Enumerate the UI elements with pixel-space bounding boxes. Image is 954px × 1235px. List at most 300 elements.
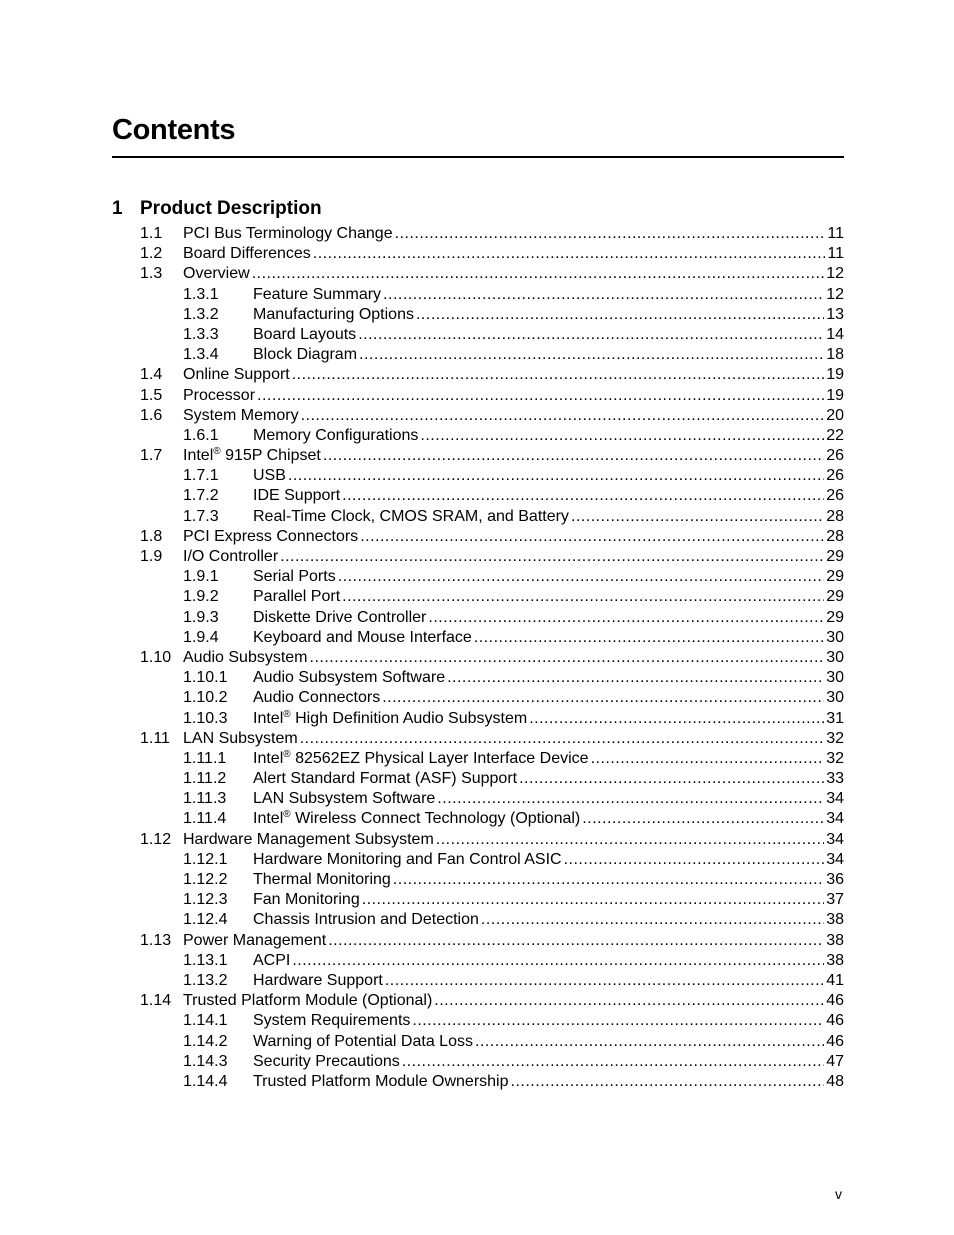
toc-entry-line	[253, 809, 844, 829]
toc-entry[interactable]	[0, 1052, 954, 1072]
toc-entry-title-text: PCI Express Connectors	[183, 527, 359, 545]
toc-entry-line	[183, 991, 844, 1011]
dot-leader	[292, 365, 824, 385]
toc-entry[interactable]	[0, 285, 954, 305]
toc-entry-page[interactable]: 47	[826, 1052, 844, 1070]
toc-entry[interactable]	[0, 931, 954, 951]
toc-entry-number: 1.10.1	[183, 669, 228, 687]
toc-entry-page[interactable]: 20	[826, 406, 844, 424]
toc-entry-page[interactable]: 29	[826, 588, 844, 606]
toc-entry[interactable]	[0, 830, 954, 850]
toc-entry-page[interactable]: 29	[826, 568, 844, 586]
dot-leader	[310, 648, 825, 668]
toc-entry[interactable]	[0, 688, 954, 708]
toc-entry[interactable]	[0, 890, 954, 910]
toc-entry[interactable]	[0, 1072, 954, 1092]
dot-leader	[257, 386, 824, 406]
toc-entry-number: 1.9	[140, 548, 163, 565]
toc-entry-title-text: I/O Controller	[183, 548, 279, 565]
toc-entry-number: 1.14.1	[183, 1012, 228, 1030]
toc-entry-title-text: Board Differences	[183, 245, 311, 263]
toc-entry[interactable]	[0, 668, 954, 688]
toc-entry[interactable]	[0, 325, 954, 345]
dot-leader	[395, 224, 826, 244]
toc-entry-page[interactable]: 11	[827, 245, 844, 263]
toc-entry-title[interactable]	[253, 507, 569, 527]
toc-entry-title-text: Audio Subsystem Software	[253, 669, 446, 687]
toc-entry-title-text: Real-Time Clock, CMOS SRAM, and Battery	[253, 507, 569, 525]
toc-entry-title-text: Intel	[253, 709, 284, 727]
toc-entry[interactable]	[0, 224, 954, 244]
toc-entry-title-text: Thermal Monitoring	[253, 871, 391, 888]
toc-entry-title[interactable]	[183, 547, 278, 567]
toc-entry-title[interactable]	[183, 386, 255, 406]
toc-entry[interactable]	[0, 1032, 954, 1052]
toc-entry-page[interactable]: 26	[826, 487, 844, 505]
toc-entry[interactable]	[0, 1011, 954, 1031]
toc-entry[interactable]	[0, 386, 954, 406]
toc-entry-title[interactable]	[253, 1072, 509, 1092]
toc-entry-line	[183, 386, 844, 406]
toc-entry-line	[253, 709, 844, 729]
toc-entry[interactable]	[0, 608, 954, 628]
toc-entry[interactable]	[0, 870, 954, 890]
toc-entry-line	[253, 870, 844, 890]
toc-entry-page[interactable]: 48	[826, 1072, 844, 1090]
toc-entry-number: 1.7.2	[183, 487, 219, 505]
toc-entry-page[interactable]: 38	[826, 911, 844, 929]
toc-entry-page[interactable]: 38	[826, 931, 844, 949]
toc-entry-title-text: System Requirements	[253, 1012, 411, 1030]
dot-leader	[301, 406, 825, 426]
toc-entry-number: 1.14.4	[183, 1072, 228, 1090]
toc-entry-line	[183, 729, 844, 749]
toc-entry-title[interactable]	[183, 931, 326, 951]
toc-entry-page[interactable]: 28	[826, 527, 844, 545]
toc-entry-title-text: Hardware Monitoring and Fan Control ASIC	[253, 850, 562, 868]
toc-entry-number: 1.11.2	[183, 770, 227, 788]
toc-entry-line	[253, 769, 844, 789]
toc-entry-title[interactable]	[183, 830, 434, 850]
toc-entry-number: 1.9.2	[183, 588, 219, 606]
toc-entry-page[interactable]: 12	[826, 285, 844, 303]
toc-entry-title-text: Trusted Platform Module Ownership	[253, 1072, 509, 1090]
toc-entry-page[interactable]: 19	[826, 366, 844, 384]
dot-leader	[313, 244, 826, 264]
toc-entry-line	[253, 587, 844, 607]
toc-entry-page[interactable]: 37	[826, 891, 844, 909]
toc-entry-line	[253, 850, 844, 870]
toc-entry-number: 1.7.1	[183, 467, 219, 485]
chapter-title: Product Description	[140, 198, 322, 219]
toc-entry-line	[253, 789, 844, 809]
registered-mark: ®	[213, 446, 221, 458]
toc-entry[interactable]	[0, 628, 954, 648]
dot-leader	[288, 466, 824, 486]
dot-leader	[475, 1032, 824, 1052]
toc-entry-number: 1.3.1	[183, 285, 219, 303]
dot-leader	[582, 809, 824, 829]
toc-entry-number: 1.9.1	[183, 568, 219, 586]
toc-entry-number: 1.13.2	[183, 971, 228, 989]
toc-entry-line	[183, 527, 844, 547]
toc-entry-page[interactable]: 28	[826, 507, 844, 525]
toc-entry-title[interactable]	[253, 769, 517, 789]
toc-entry-page[interactable]: 34	[826, 850, 844, 868]
toc-entry-title-text: Parallel Port	[253, 588, 341, 606]
dot-leader	[252, 264, 825, 284]
toc-entry-title[interactable]	[253, 749, 589, 769]
toc-entry-title[interactable]	[253, 870, 391, 890]
toc-entry[interactable]	[0, 567, 954, 587]
toc-entry-title-suffix: 82562EZ Physical Layer Interface Device	[290, 749, 589, 767]
toc-entry-page[interactable]: 32	[826, 729, 844, 747]
toc-entry-number: 1.9.4	[183, 628, 219, 646]
toc-entry-number: 1.5	[140, 386, 163, 404]
dot-leader	[412, 1011, 824, 1031]
dot-leader	[323, 446, 824, 466]
toc-entry-number: 1.14.3	[183, 1052, 228, 1070]
dot-leader	[338, 567, 825, 587]
toc-entry-title-suffix: 915P Chipset	[220, 447, 321, 465]
dot-leader	[420, 426, 824, 446]
toc-entry-number: 1.3.2	[183, 305, 219, 323]
toc-entry-number: 1.12.1	[183, 850, 228, 868]
toc-entry-title-text: Audio Subsystem	[183, 648, 308, 666]
toc-entry-title[interactable]	[253, 951, 290, 971]
registered-mark: ®	[283, 809, 291, 821]
toc-entry[interactable]	[0, 769, 954, 789]
toc-entry-title[interactable]	[253, 285, 381, 305]
toc-entry-title[interactable]	[253, 971, 383, 991]
toc-entry[interactable]	[0, 951, 954, 971]
toc-entry-page[interactable]: 13	[826, 305, 844, 323]
toc-entry-title-text: LAN Subsystem Software	[253, 790, 436, 808]
toc-entry-title-text: Warning of Potential Data Loss	[253, 1032, 473, 1050]
toc-entry-title-text: Fan Monitoring	[253, 891, 360, 909]
toc-entry-page[interactable]: 36	[826, 871, 844, 888]
registered-mark: ®	[283, 708, 291, 720]
toc-entry[interactable]	[0, 971, 954, 991]
toc-entry-title[interactable]	[253, 305, 414, 325]
toc-entry-line	[253, 749, 844, 769]
toc-entry-title-text: Manufacturing Options	[253, 305, 414, 323]
dot-leader	[385, 971, 824, 991]
toc-entry-page[interactable]: 19	[826, 386, 844, 404]
toc-entry-number: 1.9.3	[183, 608, 219, 626]
toc-entry-number: 1.2	[140, 245, 163, 263]
toc-entry-number: 1.7.3	[183, 507, 219, 525]
toc-entry-title-text: Board Layouts	[253, 325, 357, 343]
dot-leader	[280, 547, 824, 567]
toc-entry-title-text: Alert Standard Format (ASF) Support	[253, 770, 518, 788]
toc-entry-number: 1.6.1	[183, 426, 219, 444]
toc-entry[interactable]	[0, 991, 954, 1011]
toc-entry-number: 1.6	[140, 406, 163, 424]
toc-entry-page[interactable]: 34	[826, 810, 844, 828]
dot-leader	[358, 325, 824, 345]
toc-entry-number: 1.10.2	[183, 689, 228, 707]
toc-entry-title[interactable]	[253, 587, 340, 607]
toc-entry-line	[253, 688, 844, 708]
toc-entry-line	[183, 406, 844, 426]
toc-entry-number: 1.4	[140, 366, 163, 384]
toc-entry-number: 1.8	[140, 527, 163, 545]
toc-entry-title[interactable]	[253, 1052, 400, 1072]
toc-entry-title-text: Online Support	[183, 366, 290, 384]
toc-entry-title[interactable]	[253, 850, 562, 870]
toc-entry[interactable]	[0, 486, 954, 506]
dot-leader	[591, 749, 825, 769]
toc-entry-page[interactable]: 26	[826, 447, 844, 465]
toc-entry-title[interactable]	[253, 345, 357, 365]
toc-entry-page[interactable]: 22	[826, 426, 844, 444]
toc-entry[interactable]	[0, 507, 954, 527]
toc-entry-line	[253, 305, 844, 325]
toc-entry-title[interactable]	[253, 628, 472, 648]
toc-entry[interactable]	[0, 264, 954, 284]
toc-entry-page[interactable]: 26	[826, 467, 844, 485]
toc-entry[interactable]	[0, 406, 954, 426]
toc-entry-page[interactable]: 30	[826, 628, 844, 646]
toc-entry-title[interactable]	[183, 991, 432, 1011]
toc-entry-number: 1.12.3	[183, 891, 228, 909]
toc-entry-title-text: Keyboard and Mouse Interface	[253, 628, 472, 646]
toc-entry-title-text: ACPI	[253, 951, 291, 969]
toc-entry[interactable]	[0, 305, 954, 325]
toc-entry-line	[183, 547, 844, 567]
toc-entry-line	[253, 1052, 844, 1072]
dot-leader	[436, 830, 824, 850]
toc-entry-title[interactable]	[183, 406, 299, 426]
toc-entry-line	[253, 1072, 844, 1092]
toc-entry-title-text: Feature Summary	[253, 285, 382, 303]
toc-entry[interactable]	[0, 527, 954, 547]
toc-entry-number: 1.13.1	[183, 951, 228, 969]
toc-entry[interactable]	[0, 648, 954, 668]
toc-list	[0, 224, 954, 1092]
dot-leader	[292, 951, 824, 971]
toc-entry-title[interactable]	[183, 224, 393, 244]
toc-entry-number: 1.3	[140, 265, 163, 283]
toc-entry-title[interactable]	[253, 890, 360, 910]
dot-leader	[382, 688, 824, 708]
toc-entry-line	[253, 608, 844, 628]
toc-entry-page[interactable]: 32	[826, 749, 844, 767]
toc-entry-page[interactable]: 46	[826, 1012, 844, 1030]
toc-entry-title[interactable]	[183, 648, 308, 668]
dot-leader	[360, 527, 824, 547]
toc-entry-line	[253, 628, 844, 648]
dot-leader	[529, 709, 824, 729]
dot-leader	[393, 870, 824, 890]
toc-entry-number: 1.12.2	[183, 871, 228, 888]
toc-entry-title-suffix: High Definition Audio Subsystem	[290, 709, 528, 727]
registered-mark: ®	[283, 748, 291, 760]
toc-entry-number: 1.7	[140, 447, 163, 465]
toc-entry-title[interactable]	[253, 486, 340, 506]
toc-entry[interactable]	[0, 789, 954, 809]
toc-entry-page[interactable]: 18	[826, 346, 844, 364]
toc-entry-title-text: Intel	[183, 447, 214, 465]
toc-entry-title[interactable]	[253, 426, 418, 446]
toc-entry-line	[183, 648, 844, 668]
toc-entry-title-text: Diskette Drive Controller	[253, 608, 427, 626]
toc-entry-title-text: Security Precautions	[253, 1052, 400, 1070]
dot-leader	[402, 1052, 824, 1072]
toc-entry-title[interactable]	[253, 688, 380, 708]
toc-entry[interactable]	[0, 365, 954, 385]
toc-entry-title-text: System Memory	[183, 406, 299, 424]
toc-entry-title[interactable]	[183, 729, 298, 749]
toc-entry-title-text: LAN Subsystem	[183, 729, 298, 747]
toc-entry-line	[253, 668, 844, 688]
dot-leader	[383, 285, 824, 305]
toc-entry-title-text: Block Diagram	[253, 346, 358, 364]
toc-entry-line	[253, 890, 844, 910]
toc-entry-number: 1.11.1	[183, 749, 227, 767]
toc-entry-page[interactable]: 30	[826, 648, 844, 666]
toc-entry-title[interactable]	[253, 1032, 473, 1052]
toc-entry-title-text: Serial Ports	[253, 568, 336, 586]
toc-entry-title[interactable]	[253, 466, 286, 486]
toc-entry-title[interactable]	[253, 910, 479, 930]
toc-entry-title[interactable]	[253, 567, 336, 587]
toc-entry[interactable]	[0, 709, 954, 729]
toc-entry-number: 1.13	[140, 931, 172, 949]
chapter-heading	[112, 197, 844, 221]
toc-entry-title-text: IDE Support	[253, 487, 341, 505]
toc-entry[interactable]	[0, 345, 954, 365]
toc-entry-line	[253, 345, 844, 365]
toc-entry-title[interactable]	[253, 608, 426, 628]
toc-entry-page[interactable]: 30	[826, 689, 844, 707]
dot-leader	[434, 991, 824, 1011]
toc-entry[interactable]	[0, 587, 954, 607]
toc-entry[interactable]	[0, 547, 954, 567]
toc-entry-number: 1.12.4	[183, 911, 228, 929]
toc-entry-number: 1.11.3	[183, 790, 227, 808]
page-number: v	[835, 1186, 842, 1202]
toc-entry-line	[253, 951, 844, 971]
toc-entry-title[interactable]	[253, 325, 356, 345]
toc-entry-title-text: Audio Connectors	[253, 689, 381, 707]
toc-entry-page[interactable]: 34	[826, 830, 844, 848]
toc-entry[interactable]	[0, 426, 954, 446]
toc-entry-line	[253, 1011, 844, 1031]
toc-entry-title[interactable]	[253, 1011, 410, 1031]
dot-leader	[328, 931, 824, 951]
dot-leader	[300, 729, 824, 749]
toc-entry-title-text: Memory Configurations	[253, 426, 419, 444]
dot-leader	[571, 507, 824, 527]
toc-entry-number: 1.12	[140, 830, 172, 848]
toc-entry-page[interactable]: 41	[826, 971, 844, 989]
dot-leader	[447, 668, 824, 688]
dot-leader	[428, 608, 824, 628]
dot-leader	[481, 910, 824, 930]
toc-entry-page[interactable]: 29	[826, 548, 844, 565]
toc-entry-number: 1.14.2	[183, 1032, 228, 1050]
toc-entry-page[interactable]: 46	[826, 1032, 844, 1050]
toc-entry[interactable]	[0, 446, 954, 466]
toc-entry-line	[253, 1032, 844, 1052]
toc-entry-title[interactable]	[183, 365, 290, 385]
toc-entry-title[interactable]	[183, 264, 250, 284]
toc-entry-number: 1.3.3	[183, 325, 219, 343]
dot-leader	[564, 850, 825, 870]
toc-entry-title-suffix: Wireless Connect Technology (Optional)	[290, 810, 581, 828]
toc-entry-title[interactable]	[253, 809, 580, 829]
toc-entry-page[interactable]: 11	[827, 225, 844, 242]
toc-entry-page[interactable]: 33	[826, 770, 844, 788]
toc-entry-line	[253, 466, 844, 486]
dot-leader	[474, 628, 824, 648]
toc-entry-number: 1.3.4	[183, 346, 219, 364]
toc-entry-page[interactable]: 12	[826, 265, 844, 283]
toc-entry[interactable]	[0, 466, 954, 486]
toc-entry-line	[253, 285, 844, 305]
toc-entry[interactable]	[0, 809, 954, 829]
toc-entry-page[interactable]: 31	[826, 709, 844, 727]
toc-entry-line	[183, 224, 844, 244]
toc-entry-number: 1.1	[140, 225, 163, 242]
toc-entry-title-text: Processor	[183, 386, 256, 404]
chapter-number: 1	[112, 198, 123, 219]
toc-entry[interactable]	[0, 910, 954, 930]
toc-entry-line	[253, 971, 844, 991]
toc-entry-title-text: Hardware Support	[253, 971, 383, 989]
toc-entry[interactable]	[0, 850, 954, 870]
page-title: Contents	[112, 114, 236, 146]
toc-entry-page[interactable]: 38	[826, 951, 844, 969]
toc-entry-title[interactable]	[183, 244, 311, 264]
dot-leader	[362, 890, 824, 910]
toc-entry[interactable]	[0, 244, 954, 264]
toc-entry-title[interactable]	[183, 446, 321, 466]
toc-entry-title-text: Power Management	[183, 931, 327, 949]
toc-entry-number: 1.11.4	[183, 810, 227, 828]
toc-entry-page[interactable]: 14	[826, 325, 844, 343]
toc-entry-title-text: PCI Bus Terminology Change	[183, 225, 393, 242]
dot-leader	[342, 486, 824, 506]
toc-entry-title[interactable]	[183, 527, 358, 547]
toc-entry-line	[253, 910, 844, 930]
toc-entry-title-text: Intel	[253, 810, 284, 828]
dot-leader	[511, 1072, 825, 1092]
toc-entry-number: 1.14	[140, 992, 172, 1010]
dot-leader	[342, 587, 824, 607]
toc-entry-page[interactable]: 34	[826, 790, 844, 808]
toc-entry-line	[253, 507, 844, 527]
toc-entry-title[interactable]	[253, 789, 435, 809]
toc-entry-title[interactable]	[253, 668, 445, 688]
toc-entry-title-text: Intel	[253, 749, 284, 767]
toc-entry-page[interactable]: 29	[826, 608, 844, 626]
toc-entry-line	[253, 486, 844, 506]
toc-entry[interactable]	[0, 729, 954, 749]
toc-entry-title-text: Hardware Management Subsystem	[183, 830, 434, 848]
toc-entry-title-text: Trusted Platform Module (Optional)	[183, 992, 433, 1010]
toc-entry-number: 1.11	[140, 729, 170, 747]
toc-entry-page[interactable]: 46	[826, 992, 844, 1010]
toc-entry-title[interactable]	[253, 709, 527, 729]
toc-entry-line	[183, 446, 844, 466]
toc-entry-line	[183, 244, 844, 264]
toc-entry-line	[183, 264, 844, 284]
toc-entry[interactable]	[0, 749, 954, 769]
toc-entry-page[interactable]: 30	[826, 669, 844, 687]
